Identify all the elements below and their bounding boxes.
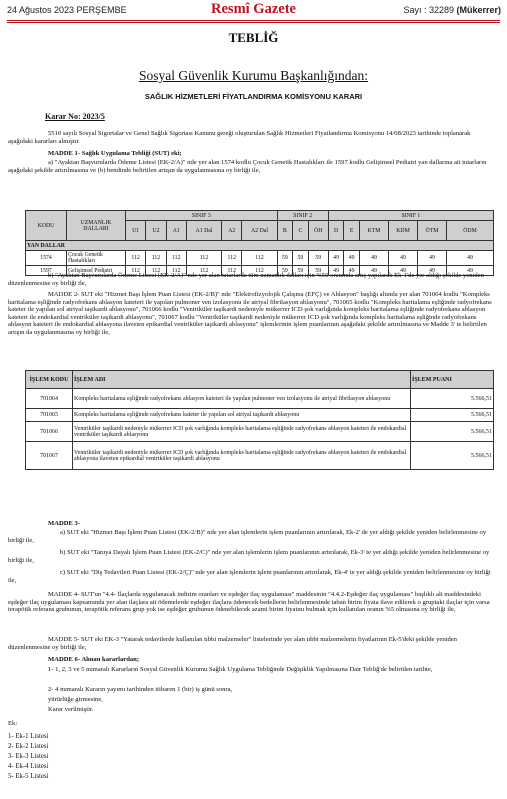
- issue-extra: (Mükerrer): [456, 5, 501, 15]
- article-1-b: b) "Ayaktan Başvurularda Ödeme Listesi (EK-2/A)" nde yer alan tutarlarda tüm uzmanlık dalları için %50 oranında artış yapılarak Ek-1'de yer aldığı şekilde yeniden düzenlenmesine oy birliği ile,: [8, 272, 484, 287]
- cell: 59: [308, 251, 328, 266]
- annex-item: 5- Ek-5 Listesi: [8, 773, 49, 780]
- procedure-score: 5.566,51: [411, 389, 494, 409]
- issue-number: [403, 5, 501, 15]
- annex-item: 2- Ek-2 Listesi: [8, 743, 49, 750]
- procedure-name: Ventriküler taşikardi nedeniyle mükerrer ICD şok varlığında kompleks haritalama eşliğinde radyofrekans ablasyon kateteri ile endokardial ventriküler taşikardi ablasyonu: [73, 422, 411, 442]
- col-header: A1: [166, 221, 186, 241]
- cell: 112: [242, 251, 277, 266]
- article-6-closing: Karar verilmiştir.: [48, 706, 94, 713]
- table-row: [26, 251, 494, 266]
- cell: 49: [328, 266, 344, 276]
- doc-type: TEBLİĞ: [228, 30, 279, 45]
- section-row: YAN DALLAR: [26, 241, 494, 251]
- table-row: [26, 442, 494, 470]
- cell: 59: [293, 251, 309, 266]
- cell: 112: [222, 251, 242, 266]
- article-1-a: a) "Ayaktan Başvurularda Ödeme Listesi (EK-2/A)" nde yer alan 1574 kodlu Çocuk Genetik Hastalıkları ile 1597 kodlu Gelişimsel Pediatri yan dallarına ait tutarların aşağıdaki şekilde artırılmasına ve (b) bendinde belirtilen artışın da uygulanmasına oy birliği ile,: [8, 159, 487, 174]
- cell: 49: [447, 251, 494, 266]
- cell: 112: [186, 251, 221, 266]
- decision-number: Karar No: 2023/5: [45, 112, 105, 121]
- procedure-score: 5.566,51: [411, 409, 494, 422]
- cell: 112: [242, 266, 277, 276]
- gazette-header: [0, 0, 507, 20]
- row-branch: Gelişimsel Pediatri: [67, 266, 126, 276]
- procedure-code: 701067: [26, 442, 73, 470]
- cell: 59: [293, 266, 309, 276]
- row-code: 1597: [26, 266, 67, 276]
- institution: Sosyal Güvenlik Kurumu Başkanlığından:: [138, 68, 369, 83]
- cell: 112: [126, 251, 146, 266]
- article-6-effective: yürürlüğe girmesine,: [48, 696, 103, 703]
- header-rule-thin: [7, 22, 500, 23]
- cell: 59: [308, 266, 328, 276]
- row-branch: Çocuk Genetik Hastalıkları: [67, 251, 126, 266]
- table-row: [26, 422, 494, 442]
- procedure-name: Kompleks haritalama eşliğinde radyofrekans kateter ile yapılan sol atriyal taşikardi ablasyonu: [73, 409, 411, 422]
- annex-title: Ek:: [8, 720, 18, 727]
- procedure-score: 5.566,51: [411, 442, 494, 470]
- cell: 49: [360, 251, 389, 266]
- procedure-score: 5.566,51: [411, 422, 494, 442]
- cell: 49: [344, 266, 360, 276]
- col-header-branch: UZMANLIK DALLARI: [67, 211, 126, 241]
- article-3-b: b) SUT eki "Tanıya Dayalı İşlem Puan Listesi (EK-2/C)" nde yer alan işlemlerin işlem puanlarının artırılarak, Ek-3' te yer aldığı şekilde yeniden belirlenmesine oy birliği ile,: [8, 549, 490, 564]
- row-code: 1574: [26, 251, 67, 266]
- cell: 49: [418, 266, 447, 276]
- article-6-2: 2- 4 numaralı Kararın yayımı tarihinden itibaren 1 (bir) iş günü sonra,: [48, 686, 233, 693]
- article-6-title: MADDE 6- Alınan kararlardan;: [48, 656, 140, 663]
- annex-item: 3- Ek-3 Listesi: [8, 753, 49, 760]
- col-header: A2 Dal: [242, 221, 277, 241]
- class-2-header: SINIF 2: [277, 211, 328, 221]
- col-header-procedure-name: İŞLEM ADI: [73, 371, 411, 389]
- col-header: A1 Dal: [186, 221, 221, 241]
- cell: 112: [166, 266, 186, 276]
- intro-paragraph: 5510 sayılı Sosyal Sigortalar ve Genel Sağlık Sigortası Kanunu gereği oluşturulan Sağlık Hizmetleri Fiyatlandırma Komisyonu 14/08/2023 tarihinde toplanarak aşağıdaki kararları almıştır.: [8, 130, 471, 145]
- cell: 49: [328, 251, 344, 266]
- gazette-title: Resmî Gazete: [211, 1, 296, 17]
- procedure-code: 701066: [26, 422, 73, 442]
- col-header: E: [344, 221, 360, 241]
- article-3-title: MADDE 3-: [48, 520, 81, 527]
- col-header: U1: [126, 221, 146, 241]
- cell: 49: [389, 251, 418, 266]
- class-1-header: SINIF 1: [328, 211, 493, 221]
- col-header: ÖDM: [447, 221, 494, 241]
- col-header: D: [328, 221, 344, 241]
- col-header-procedure-code: İŞLEM KODU: [26, 371, 73, 389]
- annex-item: 4- Ek-4 Listesi: [8, 763, 49, 770]
- board-title: SAĞLIK HİZMETLERİ FİYATLANDIRMA KOMİSYONU KARARI: [144, 92, 363, 101]
- cell: 49: [447, 266, 494, 276]
- col-header: ÖH: [308, 221, 328, 241]
- col-header: KDM: [389, 221, 418, 241]
- cell: 49: [389, 266, 418, 276]
- col-header: U2: [146, 221, 166, 241]
- cell: 59: [277, 266, 293, 276]
- annex-item: 1- Ek-1 Listesi: [8, 733, 49, 740]
- col-header: ÖTM: [418, 221, 447, 241]
- cell: 49: [360, 266, 389, 276]
- article-5: MADDE 5- SUT eki EK-3 "Yatarak tedavilerde kullanılan tıbbi malzemeler" listelerinde yer alan tıbbi malzemelerin fiyatlarının Ek-5'deki şekilde yeniden düzenlenmesine oy birliği ile,: [8, 636, 457, 651]
- table-row: [26, 389, 494, 409]
- col-header: C: [293, 221, 309, 241]
- procedure-code: 701064: [26, 389, 73, 409]
- col-header: KTM: [360, 221, 389, 241]
- col-header: B: [277, 221, 293, 241]
- article-3-a: a) SUT eki "Hizmet Başı İşlem Puan Listesi (EK-2/B)" nde yer alan işlemlerin işlem puanlarının artırılarak, Ek-2' de yer aldığı şekilde yeniden belirlenmesine oy birliği ile,: [8, 529, 487, 544]
- article-4: MADDE 4- SUT'un "4.4- İlaçlarda uygulanacak indirim oranları ve eşdeğer ilaç uygulaması" maddesinin "4.4.2-Eşdeğer ilaç uygulaması" başlıklı alt maddesindeki eşdeğer ilaç uygulaması kapsamında yer alan ilaçlara ait ödemelerde eşdeğer ilaçlara ödenecek bedellerin belirlenmesinde taban birim fiyata ilave edilerek o gruptaki ilaçlar için varsa terapötik referans grubunun, terapötik referans grup yok ise eşdeğer grubunun ödenebilecek azami birim fiyatını bulmak için kullanılan oranın %5 olmasına oy birliği ile,: [8, 591, 490, 614]
- article-6-1: 1- 1, 2, 3 ve 5 numaralı Kararların Sosyal Güvenlik Kurumu Sağlık Uygulama Tebliğinde Değişiklik Yapılmasına Dair Tebliğ'de belirtilen tarihte,: [48, 666, 433, 673]
- cell: 112: [126, 266, 146, 276]
- cell: 59: [277, 251, 293, 266]
- col-header: A2: [222, 221, 242, 241]
- cell: 112: [146, 266, 166, 276]
- cell: 112: [146, 251, 166, 266]
- cell: 49: [418, 251, 447, 266]
- procedure-name: Ventriküler taşikardi nedeniyle mükerrer ICD şok varlığında kompleks haritalama eşliğinde radyofrekans ablasyon kateteri ile endokardial ablasyona ilaveten epikardial ventriküler taşikardi ablasyonu: [73, 442, 411, 470]
- article-3-c: c) SUT eki "Diş Tedavileri Puan Listesi (EK-2/Ç)" nde yer alan işlemlerin işlem puanlarının artırılarak, Ek-4' te yer aldığı şekilde yeniden belirlenmesine oy birliği ile,: [8, 569, 491, 584]
- article-1-title: MADDE 1- Sağlık Uygulama Tebliği (SUT) eki;: [48, 150, 182, 157]
- table-row: [26, 409, 494, 422]
- class-3-header: SINIF 3: [126, 211, 278, 221]
- article-2: MADDE 2- SUT eki "Hizmet Başı İşlem Puan Listesi (EK-2/B)" nde "Elektrofizyolojik Çalışma (EFÇ) ve Ablasyon" başlığı altında yer alan 701064 kodlu "Kompleks haritalama eşliğinde radyofrekans ablasyon kateteri ile yapılan pulmoner ven izolasyonu ile atriyal fibrilasyon ablasyonu", 701065 kodlu "Kompleks haritalama eşliğinde radyofrekans kateter ile yapılan sol atriyal taşikardi ablasyonu", 701066 kodlu "Ventriküler taşikardi nedeniyle mükerrer ICD şok varlığında kompleks haritalama eşliğinde radyofrekans ablasyon kateteri ile endokardial ventriküler taşikardi ablasyonu", 701067 kodlu "Ventriküler taşikardi nedeniyle mükerrer ICD şok varlığında kompleks haritalama eşliğinde radyofrekans ablasyon kateteri ile endokardial ablasyona ilaveten epikardial ventriküler taşikardi ablasyonu" işlemlerinin işlem puanlarının aşağıdaki şekilde artırılmasına ve Madde 3' te belirtilen artışın da uygulanmasına oy birliği ile,: [8, 291, 492, 336]
- header-rule: [7, 20, 500, 21]
- cell: 112: [186, 266, 221, 276]
- issue-label: Sayı : 32289: [403, 5, 457, 15]
- col-header-score: İŞLEM PUANI: [411, 371, 494, 389]
- branch-fee-table: [25, 210, 494, 276]
- cell: 112: [222, 266, 242, 276]
- annex-list: [8, 732, 48, 782]
- cell: 112: [166, 251, 186, 266]
- cell: 49: [344, 251, 360, 266]
- procedure-score-table: [25, 370, 494, 470]
- col-header-code: KODU: [26, 211, 67, 241]
- procedure-code: 701065: [26, 409, 73, 422]
- procedure-name: Kompleks haritalama eşliğinde radyofrekans ablasyon kateteri ile yapılan pulmoner ven izolasyonu ile atriyal fibrilasyon ablasyonu: [73, 389, 411, 409]
- issue-date: 24 Ağustos 2023 PERŞEMBE: [7, 5, 127, 15]
